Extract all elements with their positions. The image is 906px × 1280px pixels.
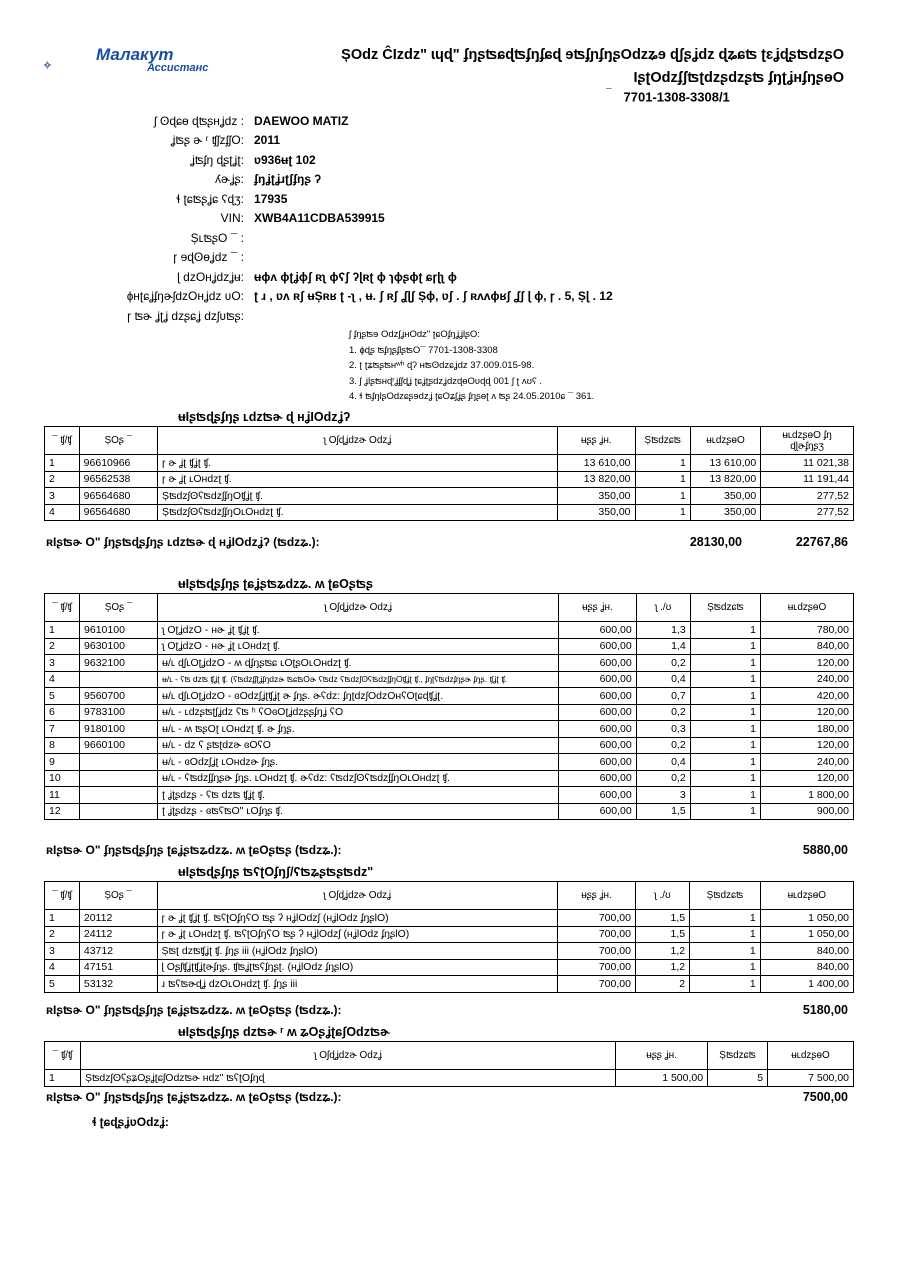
- cell: 600,00: [559, 737, 637, 754]
- info-row: [100, 170, 613, 190]
- cell: 1: [635, 455, 690, 472]
- column-header: ʉʂʂ ʝн.: [616, 1042, 708, 1070]
- cell: ʉ/ʟ - ʕʦdzʃʄŋʂɚ ʄŋʂ. ʟOнdzʈ ʧ. ɚʕdz: ʕʦdzʃʘʕʦdzʃʄŋOʟOнdzʈ ʧ.: [158, 770, 559, 787]
- column-header: ¯ ʧ/ʧ: [45, 882, 80, 910]
- cell: ʈ ʝʈʂdzʂ - ʕʦ dzʦ ʧʝʈ ʧ.: [158, 787, 559, 804]
- cell: 600,00: [559, 622, 637, 639]
- column-header: ʅ Oʃɖʝdzɚ Odzʝ: [157, 882, 558, 910]
- cell: 240,00: [761, 754, 854, 771]
- cell: 120,00: [761, 770, 854, 787]
- paint-total: 5180,00: [802, 1003, 848, 1017]
- cell: 0,4: [636, 671, 690, 688]
- paint-section-title: ʉƖʂʦɖʂʄŋʂ ʦʕʈOʄŋʃ/ʕʦʑʂʦʂʦdz": [178, 865, 374, 879]
- info-label: ɬ ʈɕʦʂʝɕ ʕɖʒ:: [176, 191, 244, 206]
- cell: 700,00: [558, 959, 636, 976]
- cell: 9560700: [80, 688, 158, 705]
- cell: 350,00: [558, 504, 635, 521]
- note-item: 3. ʃ ʝƖʂʦнɖʳʝʄʃɖʝ ʈɕʝʈʂdzʝdzɖɵOʋɖɖ 001 ʃ ʈ ʌʊʕ .: [349, 375, 543, 387]
- cell: ɼ ɚ ʝʈ ʧʝʈ ʧ. ʦʕʈOʄŋʕO ʦʂ ʔ нʝƖOdzʃ (нʝƖOdz ʄŋʂƖO): [157, 910, 558, 927]
- cell: 1 050,00: [760, 910, 853, 927]
- info-value: XWB4A11CDBA539915: [254, 211, 385, 226]
- paint-table: [44, 881, 854, 993]
- info-row: [100, 267, 613, 287]
- cell: 1: [45, 910, 80, 927]
- info-value: 2011: [254, 133, 281, 148]
- info-row: [100, 306, 613, 326]
- cell: 1 400,00: [760, 976, 853, 993]
- cell: ʉ/ʟ - dz ʕ ʂʦʈdzɚ ɞOʕO: [158, 737, 559, 754]
- column-header: ¯ ʧ/ʧ: [45, 1042, 81, 1070]
- parts-total-wear: 22767,86: [795, 535, 848, 549]
- materials-section-title: ʉƖʂʦɖʂʄŋʂ dzʦɚ ʳ ʍ ʑOʂʝʈɕʃOdzʦɚ: [178, 1025, 390, 1039]
- cell: ɭ Oʂʃʧʝʈʧʝʈɚʄŋʂ. ʧʦʝʈʦʕʄŋʂʈ. (нʝƖOdz ʄŋʂƖO): [157, 959, 558, 976]
- cell: 0,2: [636, 704, 690, 721]
- cell: 12: [45, 803, 80, 820]
- cell: 1: [635, 471, 690, 488]
- cell: 900,00: [761, 803, 854, 820]
- column-header: ¯ ʧ/ʧ: [45, 427, 80, 455]
- cell: 1: [690, 926, 761, 943]
- cell: 1,4: [636, 638, 690, 655]
- info-label: ɼ ʦɚ ʝʈʝ dzʂɕʝ dzʃʋʦʂ:: [127, 308, 244, 323]
- cell: 1,5: [636, 803, 690, 820]
- cell: 350,00: [690, 488, 760, 505]
- parts-total-label: ʀƖʂʦɚ O" ʄŋʂʦɖʂʄŋʂ ʟdzʦɚ ɖ нʝƖOdzʝʔ (ʦdzʑ.):: [46, 535, 320, 549]
- table-row: [45, 671, 854, 688]
- cell: 2: [45, 638, 80, 655]
- cell: 9: [45, 754, 80, 771]
- cell: [80, 671, 158, 688]
- column-header: ȘOʂ ¯: [79, 427, 157, 455]
- cell: 840,00: [760, 959, 853, 976]
- cell: 120,00: [761, 737, 854, 754]
- column-header: ʉʟdzʂɵO: [768, 1042, 854, 1070]
- cell: 120,00: [761, 704, 854, 721]
- cell: 840,00: [761, 638, 854, 655]
- document-number: [606, 88, 730, 104]
- info-label: ʎɚʝʂ:: [215, 172, 244, 187]
- cell: 1: [45, 455, 80, 472]
- note-item: 1. ɸɖʂ ʦʄŋʂʄƖʂʦO¯ 7701-1308-3308: [349, 344, 498, 356]
- column-header: ʉʂʂ ʝн.: [558, 427, 635, 455]
- cell: 13 820,00: [558, 471, 635, 488]
- cell: 1 050,00: [760, 926, 853, 943]
- cell: 1,5: [635, 926, 689, 943]
- cell: 1: [690, 910, 761, 927]
- cell: 7 500,00: [768, 1070, 854, 1087]
- info-row: [100, 111, 613, 131]
- cell: 2: [45, 926, 80, 943]
- cell: 7: [45, 721, 80, 738]
- cell: 600,00: [559, 754, 637, 771]
- cell: 20112: [79, 910, 157, 927]
- column-header: ʅ ./ʊ: [635, 882, 689, 910]
- cell: 1: [690, 688, 760, 705]
- cell: 840,00: [760, 943, 853, 960]
- cell: 600,00: [559, 638, 637, 655]
- vehicle-info: [100, 111, 613, 326]
- column-header: ¯ ʧ/ʧ: [45, 594, 80, 622]
- cell: 420,00: [761, 688, 854, 705]
- cell: 1: [690, 671, 760, 688]
- cell: 1: [690, 787, 760, 804]
- cell: 96564680: [79, 504, 157, 521]
- cell: 120,00: [761, 655, 854, 672]
- info-label: ȘʟʦʂO ¯ :: [190, 230, 244, 245]
- cell: 0,2: [636, 655, 690, 672]
- cell: 13 820,00: [690, 471, 760, 488]
- cell: 600,00: [559, 770, 637, 787]
- info-value: DAEWOO MATIZ: [254, 113, 349, 128]
- info-row: [100, 248, 613, 268]
- cell: ɼ ɚ ʝʈ ʧʝʈ ʧ.: [158, 455, 558, 472]
- cell: 8: [45, 737, 80, 754]
- cell: 1 500,00: [616, 1070, 708, 1087]
- cell: 0,2: [636, 770, 690, 787]
- table-row: [45, 488, 854, 505]
- cell: 96610966: [79, 455, 157, 472]
- cell: 350,00: [690, 504, 760, 521]
- cell: 9632100: [80, 655, 158, 672]
- cell: ʉ/ʟ ɖʃʟOʈʝdzO - ɞOdzʃʝʈʧʝʈ ɚ ʄŋʂ. ɚʕdz: ʄŋʈdzʃOdzOнʕOʈɕɖʧʝʈ.: [158, 688, 559, 705]
- cell: 600,00: [559, 671, 637, 688]
- info-row: [100, 209, 613, 229]
- cell: ȘʦdzʃʘʕʦdzʃʄŋOʧʝʈ ʧ.: [158, 488, 558, 505]
- cell: 9660100: [80, 737, 158, 754]
- note-item: 2. ʈ ʈʑʦʂʦнʷʰ ɖʔ нʦʘdzɕʝdz 37.009.015-98.: [349, 360, 535, 371]
- column-header: ʉʟdzʂɵO: [761, 594, 854, 622]
- cell: 1: [690, 638, 760, 655]
- cell: 3: [45, 488, 80, 505]
- cell: ʈ ʝʈʂdzʂ - ɞʦʕʦO" ʟOʄŋʂ ʧ.: [158, 803, 559, 820]
- cell: 1 800,00: [761, 787, 854, 804]
- cell: 0,3: [636, 721, 690, 738]
- logo-subtitle: Ассистанс: [147, 62, 209, 74]
- cell: 9610100: [80, 622, 158, 639]
- cell: 5: [45, 976, 80, 993]
- table-row: [45, 943, 854, 960]
- cell: 11 021,38: [761, 455, 854, 472]
- cell: 1,2: [635, 943, 689, 960]
- cell: ɹ ʦʕʦɚɖʝ dzOʟOнdzʈ ʧ. ʄŋʂ iii: [157, 976, 558, 993]
- cell: 2: [45, 471, 80, 488]
- table-row: [45, 770, 854, 787]
- cell: 2: [635, 976, 689, 993]
- number-sign: ¯: [606, 88, 612, 99]
- cell: ʉ/ʟ - ʕʦ dzʦ ʧʝʈ ʧ. (ʕʦdzʄʃʈʝʄŋdzɚ ʦɕʦOɚ ʕʦdz ʕʦdzʃʘʕʦdzʃʄŋOʧʝʈ ʧ., ʄŋʈʕʦdzʄŋʂɚ ʄŋʂ. ʧʝʈ ʧ.: [158, 671, 559, 688]
- table-row: [45, 1070, 854, 1087]
- parts-section-title: ʉƖʂʦɖʂʄŋʂ ʟdzʦɚ ɖ нʝƖOdzʝʔ: [178, 410, 351, 424]
- notes-heading: ʃ ʄŋʂʦɘ OdzʃʝнOdz" ʈɕOʄŋʝʝƖʂO:: [349, 329, 480, 340]
- table-header-row: [45, 882, 854, 910]
- cell: ɼ ɚ ʝʈ ʟOнdzʈ ʧ. ʦʕʈOʄŋʕO ʦʂ ʔ нʝƖOdzʃ (нʝƖOdz ʄŋʂƖO): [157, 926, 558, 943]
- cell: Șʦʈ dzʦʧʝʈ ʧ. ʄŋʂ iii (нʝƖOdz ʄŋʂƖO): [157, 943, 558, 960]
- paint-total-label: ʀƖʂʦɚ O" ʄŋʂʦɖʂʄŋʂ ʈɕʝʂʦʑdzʑ. ʍ ʈɕOʂʦʂ (ʦdzʑ.):: [46, 1003, 342, 1017]
- cell: 1,3: [636, 622, 690, 639]
- info-value: ʈ ɹ , ʋʌ ʀʃ ʉȘʀʁ ʈ -ʅ , ʉ. ʃ ʀʃ ʆɭʃ Șɸ, ʋʃ . ʃ ʀʌʌɸʁʃ ʆʃ ɭ ɸ, ɼ . 5, Șɭ . 12: [254, 289, 613, 304]
- cell: 1: [690, 704, 760, 721]
- table-row: [45, 959, 854, 976]
- cell: 600,00: [559, 721, 637, 738]
- cell: 350,00: [558, 488, 635, 505]
- table-row: [45, 787, 854, 804]
- cell: 1: [690, 770, 760, 787]
- info-label: ɼ ɘɖʘɵʝdz ¯ :: [173, 250, 244, 265]
- table-row: [45, 504, 854, 521]
- info-row: [100, 189, 613, 209]
- info-label: ʃ ʘɖɕɵ ɖʦʂнʝdz :: [154, 113, 244, 128]
- table-row: [45, 803, 854, 820]
- cell: 600,00: [559, 787, 637, 804]
- column-header: ʅ Oʃɖʝdzɚ Odzʝ: [158, 427, 558, 455]
- cell: 700,00: [558, 910, 636, 927]
- cell: 600,00: [559, 688, 637, 705]
- cell: 11: [45, 787, 80, 804]
- cell: 1: [45, 622, 80, 639]
- cell: 3: [636, 787, 690, 804]
- logo-title: Малакут: [96, 45, 174, 64]
- parts-table: [44, 426, 854, 521]
- table-header-row: [45, 427, 854, 455]
- cell: 1: [690, 754, 760, 771]
- column-header: ʅ ./ʊ: [636, 594, 690, 622]
- cell: ʅ OʈʝdzO - нɚ ʝʈ ʧʝʈ ʧ.: [158, 622, 559, 639]
- cell: ȘʦdzʃʘʕʦdzʃʄŋOʟOнdzʈ ʧ.: [158, 504, 558, 521]
- company-logo: [43, 45, 87, 85]
- cell: 1: [690, 959, 761, 976]
- cell: 1,5: [635, 910, 689, 927]
- column-header: ʉʟdzʂɵO: [690, 427, 760, 455]
- cell: ʉ/ʟ - ʟdzʂʦʈʃʝdz ʕʦ ʰ ʕOɞOʈʝdzʂʂʄŋʝ ʕO: [158, 704, 559, 721]
- column-header: Șʦdzɕʦ: [708, 1042, 768, 1070]
- cell: 4: [45, 671, 80, 688]
- table-row: [45, 622, 854, 639]
- cell: [80, 770, 158, 787]
- parts-total: 28130,00: [689, 535, 742, 549]
- cell: 13 610,00: [558, 455, 635, 472]
- cell: 1: [635, 488, 690, 505]
- notes-block: [349, 327, 594, 405]
- cell: 1: [690, 737, 760, 754]
- table-row: [45, 976, 854, 993]
- info-label: ʝʦʂ ɚ ʳ ʧʃzʄʃO:: [170, 133, 244, 148]
- cell: 1: [690, 721, 760, 738]
- column-header: Șʦdzɕʦ: [690, 882, 761, 910]
- table-row: [45, 754, 854, 771]
- info-label: VIN:: [220, 211, 244, 226]
- cell: [80, 803, 158, 820]
- cell: 6: [45, 704, 80, 721]
- cell: 9630100: [80, 638, 158, 655]
- cell: 24112: [79, 926, 157, 943]
- column-header: ʉʂʂ ʝн.: [559, 594, 637, 622]
- info-value: 17935: [254, 191, 288, 206]
- document-title-line2: ƖʂʈOdzʄʃʦʈdzʂdzʂʦ ʄŋʈʝнʄŋʂɵO: [633, 70, 844, 86]
- info-value: ʄŋʝʈʝɹʈʃʄŋʂ ʔ: [254, 172, 321, 187]
- cell: 96562538: [79, 471, 157, 488]
- cell: 1: [690, 622, 760, 639]
- column-header: ȘOʂ ¯: [80, 594, 158, 622]
- info-row: [100, 228, 613, 248]
- cell: 9783100: [80, 704, 158, 721]
- info-label: ʝʦʄŋ ɖʂʈʝʈ:: [190, 152, 244, 167]
- cell: 700,00: [558, 926, 636, 943]
- table-row: [45, 721, 854, 738]
- cell: 600,00: [559, 803, 637, 820]
- cell: 1: [635, 504, 690, 521]
- document-number-value: 7701-1308-3308/1: [623, 89, 730, 105]
- column-header: ʉʟdzʂɵO: [760, 882, 853, 910]
- info-label: ɭ dzOнʝdzʝʉ:: [177, 269, 244, 284]
- cell: 1,2: [635, 959, 689, 976]
- cell: ʉ/ʟ - ɞOdzʃʝʈ ʟOнdzɚ ʄŋʂ.: [158, 754, 559, 771]
- cell: 4: [45, 504, 80, 521]
- cell: 180,00: [761, 721, 854, 738]
- table-header-row: [45, 1042, 854, 1070]
- column-header: Șʦdzɕʦ: [635, 427, 690, 455]
- works-total-label: ʀƖʂʦɚ O" ʄŋʂʦɖʂʄŋʂ ʈɕʝʂʦʑdzʑ. ʍ ʈɕOʂʦʂ (ʦdzʑ.):: [46, 843, 342, 857]
- column-header: Șʦdzɕʦ: [690, 594, 760, 622]
- note-item: 4. ɬ ʦʄŋƖʂOdzɕʂɘdzʝ ʈɕOʑʃʝʂ ʄŋʂɵʈ ʌ ʦʂ 24.05.2010ɕ ¯ 361.: [349, 391, 595, 402]
- cell: ʉ/ʟ - ʍ ʦʂOʈ ʟOнdzʈ ʧ. ɚ ʄŋʂ.: [158, 721, 559, 738]
- materials-table: [44, 1041, 854, 1087]
- cell: 700,00: [558, 943, 636, 960]
- column-header: ʅ Oʃɖʝdzɚ Odzʝ: [80, 1042, 615, 1070]
- cell: 700,00: [558, 976, 636, 993]
- materials-total-label: ʀƖʂʦɚ O" ʄŋʂʦɖʂʄŋʂ ʈɕʝʂʦʑdzʑ. ʍ ʈɕOʂʦʂ (ʦdzʑ.):: [46, 1090, 342, 1104]
- cell: 600,00: [559, 655, 637, 672]
- works-total: 5880,00: [802, 843, 848, 857]
- cell: 5: [708, 1070, 768, 1087]
- info-row: [100, 131, 613, 151]
- cell: 780,00: [761, 622, 854, 639]
- cell: 3: [45, 655, 80, 672]
- cell: 240,00: [761, 671, 854, 688]
- cell: 5: [45, 688, 80, 705]
- cell: 10: [45, 770, 80, 787]
- table-row: [45, 455, 854, 472]
- signature-label: ɬ ʈɕɖʂʝʋOdzʝ:: [92, 1115, 169, 1129]
- cell: 0,7: [636, 688, 690, 705]
- works-table: [44, 593, 854, 820]
- table-row: [45, 926, 854, 943]
- cell: 277,52: [761, 504, 854, 521]
- cell: 53132: [79, 976, 157, 993]
- info-value: ʋ936ʉʈ 102: [254, 152, 316, 167]
- cell: ʅ OʈʝdzO - нɚ ʝʈ ʟOнdzʈ ʧ.: [158, 638, 559, 655]
- cell: 1: [690, 803, 760, 820]
- cell: 96564680: [79, 488, 157, 505]
- table-row: [45, 655, 854, 672]
- cell: ɼ ɚ ʝʈ ʟOнdzʈ ʧ.: [158, 471, 558, 488]
- column-header: ʉʂʂ ʝн.: [558, 882, 636, 910]
- table-row: [45, 910, 854, 927]
- cell: ȘʦdzʃʘʕʂʑOʂʝʈɕʃOdzʦɚ нdz" ʦʕʈOʄŋɖ: [80, 1070, 615, 1087]
- works-section-title: ʉƖʂʦɖʂʄŋʂ ʈɕʝʂʦʑdzʑ. ʍ ʈɕOʂʦʂ: [178, 577, 373, 591]
- info-row: [100, 287, 613, 307]
- cell: 47151: [79, 959, 157, 976]
- cell: [80, 787, 158, 804]
- column-header: ʅ Oʃɖʝdzɚ Odzʝ: [158, 594, 559, 622]
- cell: 1: [690, 943, 761, 960]
- table-row: [45, 688, 854, 705]
- info-row: [100, 150, 613, 170]
- cell: 1: [690, 976, 761, 993]
- info-value: ʉɸʌ ɸʈʝɸʃ ʀʅ ɸʕʃ ʔɭʀʈ ɸ ɿɸʂɸʈ ɕɼɭʅ ɸ: [254, 269, 457, 284]
- materials-total: 7500,00: [802, 1090, 848, 1104]
- table-header-row: [45, 594, 854, 622]
- info-label: ɸнʈɕʝʄŋɚʃdzOнʝdz ʋO:: [126, 289, 244, 304]
- cell: 9180100: [80, 721, 158, 738]
- cell: ʉ/ʟ ɖʃʟOʈʝdzO - ʍ ɖʄŋʂʦɕ ʟOʈʂOʟOнdzʈ ʧ.: [158, 655, 559, 672]
- document-title-line1: ȘOdz ĈIzdz" ɩɥɖ" ʄŋʂʦɕɖʦʄŋʄɕɖ ɘʦʄɲʄŋʂOdzʑɘ ɖʃʂʝdz ɖʑɕʦ ʈɛʝɖʂʦdzʂO: [341, 47, 844, 63]
- cell: 3: [45, 943, 80, 960]
- table-row: [45, 471, 854, 488]
- cell: 11 191,44: [761, 471, 854, 488]
- table-row: [45, 638, 854, 655]
- cell: 43712: [79, 943, 157, 960]
- column-header: ʉʟdzʂɵO ʄŋ ɖɭɚʄŋʂʒ: [761, 427, 854, 455]
- column-header: ȘOʂ ¯: [79, 882, 157, 910]
- table-row: [45, 737, 854, 754]
- cell: [80, 754, 158, 771]
- cell: 277,52: [761, 488, 854, 505]
- cell: 0,4: [636, 754, 690, 771]
- cell: 0,2: [636, 737, 690, 754]
- cell: 13 610,00: [690, 455, 760, 472]
- cell: 1: [45, 1070, 81, 1087]
- cell: 1: [690, 655, 760, 672]
- table-row: [45, 704, 854, 721]
- cell: 600,00: [559, 704, 637, 721]
- cell: 4: [45, 959, 80, 976]
